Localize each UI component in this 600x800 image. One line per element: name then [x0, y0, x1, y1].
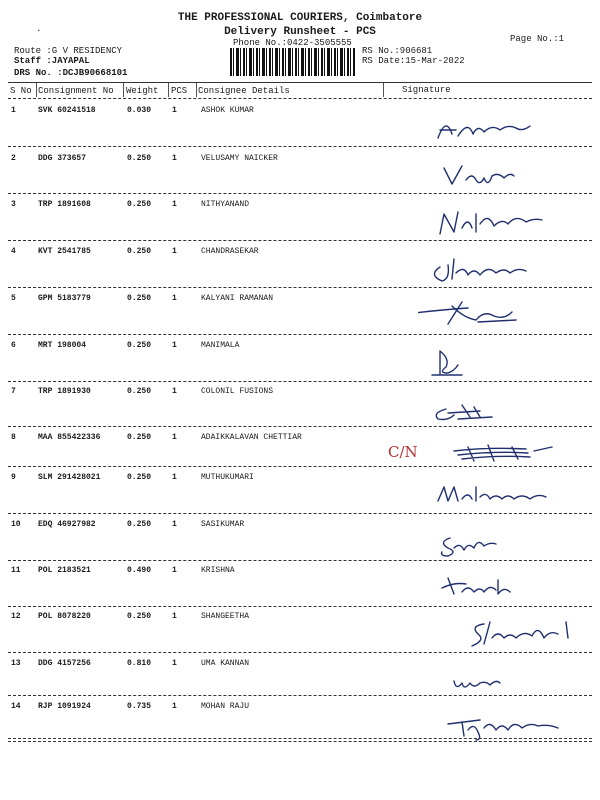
row-consignee: SHANGEETHA [201, 612, 250, 621]
row-consignee: KRISHNA [201, 566, 235, 575]
row-consignment: MAA 855422336 [38, 433, 101, 442]
row-consignee: NITHYANAND [201, 200, 250, 209]
row-sno: 13 [11, 659, 21, 668]
row-sno: 4 [11, 247, 16, 256]
row-pcs: 1 [172, 387, 177, 396]
signature-image [418, 524, 588, 560]
table-row [0, 516, 600, 562]
row-consignment: SVK 60241518 [38, 106, 96, 115]
signature-image [418, 251, 588, 287]
row-separator [8, 560, 592, 561]
table-row [0, 469, 600, 515]
row-sno: 9 [11, 473, 16, 482]
signature-image [418, 158, 588, 194]
row-consignment: DDG 4157256 [38, 659, 91, 668]
header-top-rule [8, 82, 592, 83]
table-end-rule [8, 741, 592, 742]
row-separator [8, 513, 592, 514]
table-row [0, 243, 600, 289]
signature-image [418, 204, 588, 240]
row-pcs: 1 [172, 247, 177, 256]
row-weight: 0.250 [127, 200, 152, 209]
drs-number: DRS No. :DCJB90668101 [14, 68, 128, 78]
row-pcs: 1 [172, 341, 177, 350]
row-pcs: 1 [172, 154, 177, 163]
signature-image [418, 663, 588, 699]
row-sno: 14 [11, 702, 21, 711]
row-consignment: TRP 1891930 [38, 387, 91, 396]
row-separator [8, 287, 592, 288]
signature-image [418, 345, 588, 381]
row-pcs: 1 [172, 473, 177, 482]
signature-image [418, 570, 588, 606]
row-consignee: CHANDRASEKAR [201, 247, 259, 256]
row-consignee: COLONIL FUSIONS [201, 387, 274, 396]
rs-number: RS No.:906681 [362, 46, 433, 56]
row-separator [8, 146, 592, 147]
row-consignment: KVT 2541785 [38, 247, 91, 256]
row-weight: 0.735 [127, 702, 152, 711]
table-row [0, 290, 600, 336]
row-separator [8, 738, 592, 739]
row-weight: 0.250 [127, 154, 152, 163]
staff-label: Staff :JAYAPAL [14, 56, 90, 66]
col-divider [36, 83, 37, 97]
row-consignment: EDQ 46927982 [38, 520, 96, 529]
signature-image [418, 616, 588, 652]
signature-image [418, 110, 588, 146]
col-sno: S No [10, 86, 32, 96]
row-separator [8, 606, 592, 607]
row-weight: 0.250 [127, 247, 152, 256]
row-sno: 5 [11, 294, 16, 303]
row-consignee: VELUSAMY NAICKER [201, 154, 278, 163]
table-row [0, 562, 600, 608]
row-consignee: SASIKUMAR [201, 520, 245, 529]
table-row [0, 150, 600, 196]
col-divider [168, 83, 169, 97]
row-consignment: MRT 198004 [38, 341, 87, 350]
col-consignee: Consignee Details [198, 86, 290, 96]
row-consignment: DDG 373657 [38, 154, 87, 163]
row-separator [8, 652, 592, 653]
row-consignee: ADAIKKALAVAN CHETTIAR [201, 433, 302, 442]
row-weight: 0.030 [127, 106, 152, 115]
row-weight: 0.250 [127, 520, 152, 529]
signature-image [418, 437, 588, 473]
row-sno: 8 [11, 433, 16, 442]
page-number: Page No.:1 [510, 34, 565, 44]
row-separator [8, 334, 592, 335]
row-pcs: 1 [172, 520, 177, 529]
phone-number: Phone No.:0422-3505555 [233, 38, 352, 48]
row-sno: 1 [11, 106, 16, 115]
row-consignee: ASHOK KUMAR [201, 106, 254, 115]
row-separator [8, 426, 592, 427]
row-weight: 0.250 [127, 341, 152, 350]
col-consignment: Consignment No [38, 86, 114, 96]
row-weight: 0.250 [127, 612, 152, 621]
col-divider [123, 83, 124, 97]
row-separator [8, 381, 592, 382]
row-sno: 7 [11, 387, 16, 396]
signature-image [418, 477, 588, 513]
table-row [0, 102, 600, 148]
row-consignee: KALYANI RAMANAN [201, 294, 274, 303]
row-separator [8, 193, 592, 194]
row-pcs: 1 [172, 612, 177, 621]
row-pcs: 1 [172, 200, 177, 209]
row-pcs: 1 [172, 106, 177, 115]
header-bottom-rule [8, 98, 592, 99]
row-sno: 3 [11, 200, 16, 209]
row-weight: 0.250 [127, 433, 152, 442]
barcode [230, 48, 355, 76]
row-pcs: 1 [172, 702, 177, 711]
row-weight: 0.250 [127, 294, 152, 303]
row-sno: 11 [11, 566, 21, 575]
row-pcs: 1 [172, 566, 177, 575]
col-weight: Weight [126, 86, 159, 96]
row-weight: 0.810 [127, 659, 152, 668]
row-sno: 6 [11, 341, 16, 350]
cn-annotation: C/N [388, 443, 418, 461]
rs-date: RS Date:15-Mar-2022 [362, 56, 465, 66]
row-weight: 0.490 [127, 566, 152, 575]
route-label: Route :G V RESIDENCY [14, 46, 123, 56]
row-separator [8, 695, 592, 696]
row-weight: 0.250 [127, 387, 152, 396]
row-pcs: 1 [172, 294, 177, 303]
row-weight: 0.250 [127, 473, 152, 482]
row-consignment: POL 2183521 [38, 566, 91, 575]
signature-image [418, 391, 588, 427]
row-consignment: POL 8078220 [38, 612, 91, 621]
row-consignee: MOHAN RAJU [201, 702, 250, 711]
row-consignment: RJP 1091924 [38, 702, 91, 711]
col-divider [196, 83, 197, 97]
row-consignment: SLM 291428021 [38, 473, 101, 482]
row-pcs: 1 [172, 659, 177, 668]
row-sno: 10 [11, 520, 21, 529]
col-signature: Signature [402, 85, 451, 95]
signature-image [418, 298, 588, 334]
row-consignment: GPM 5183779 [38, 294, 91, 303]
table-row [0, 608, 600, 654]
table-row [0, 337, 600, 383]
row-consignment: TRP 1891608 [38, 200, 91, 209]
sheet-title: Delivery Runsheet - PCS [224, 26, 376, 38]
row-sno: 2 [11, 154, 16, 163]
row-sno: 12 [11, 612, 21, 621]
table-row [0, 196, 600, 242]
row-consignee: UMA KANNAN [201, 659, 250, 668]
row-consignee: MANIMALA [201, 341, 240, 350]
scan-mark-icon: · [36, 26, 42, 36]
row-separator [8, 240, 592, 241]
company-title: THE PROFESSIONAL COURIERS, Coimbatore [177, 12, 423, 24]
table-row [0, 383, 600, 429]
col-pcs: PCS [171, 86, 188, 96]
row-pcs: 1 [172, 433, 177, 442]
col-divider [383, 83, 384, 97]
row-consignee: MUTHUKUMARI [201, 473, 254, 482]
signature-image [418, 706, 588, 742]
row-separator [8, 466, 592, 467]
